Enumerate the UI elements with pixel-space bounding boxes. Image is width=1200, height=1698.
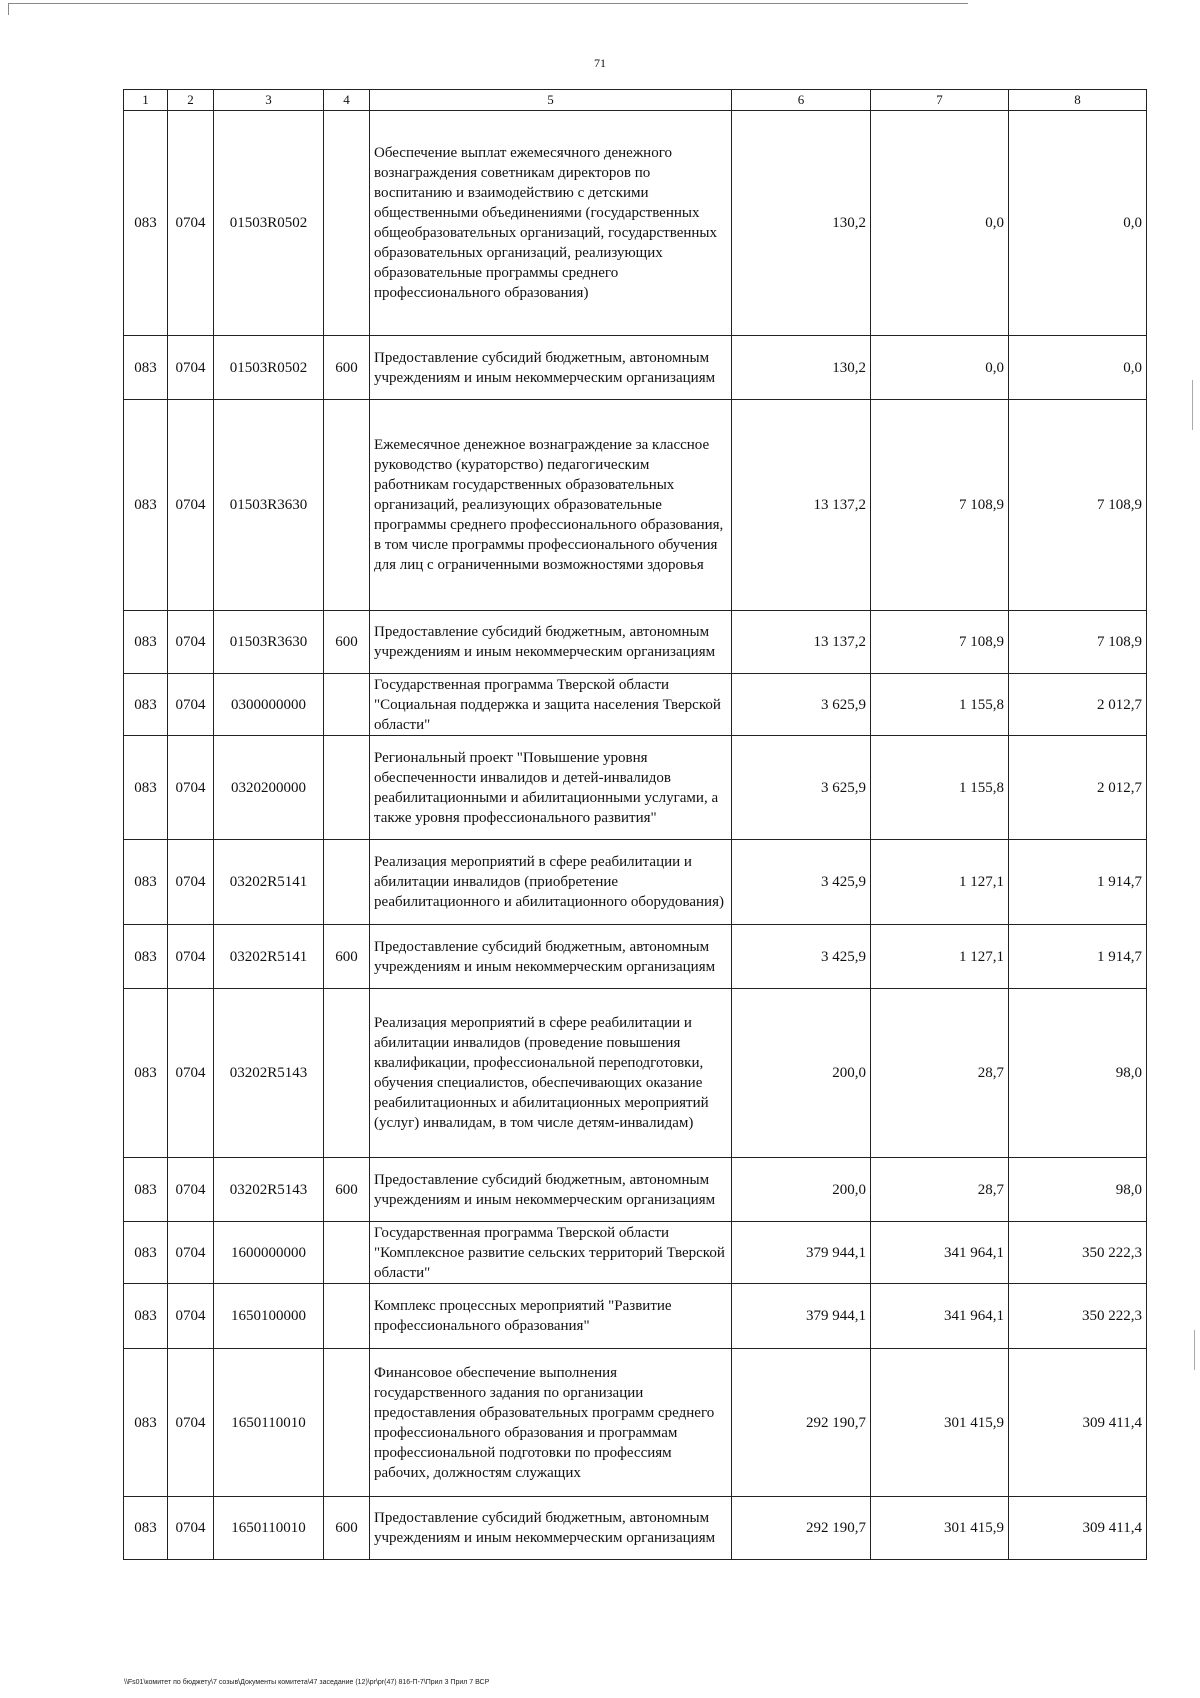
amount-col-8: 1 914,7 [1009, 925, 1147, 989]
section-code: 0704 [168, 611, 214, 674]
amount-col-8: 1 914,7 [1009, 840, 1147, 925]
amount-col-8: 350 222,3 [1009, 1222, 1147, 1284]
target-article-code: 03202R5143 [214, 989, 324, 1158]
expense-type-code [324, 1349, 370, 1497]
amount-col-7: 1 127,1 [871, 925, 1009, 989]
item-description: Реализация мероприятий в сфере реабилитации и абилитации инвалидов (приобретение реабилитационного и абилитационного оборудования) [370, 840, 732, 925]
amount-col-7: 28,7 [871, 989, 1009, 1158]
amount-col-6: 3 625,9 [732, 674, 871, 736]
item-description: Комплекс процессных мероприятий "Развитие профессионального образования" [370, 1284, 732, 1349]
target-article-code: 1600000000 [214, 1222, 324, 1284]
table-row [124, 1497, 1147, 1560]
amount-col-6: 3 425,9 [732, 840, 871, 925]
amount-col-7: 341 964,1 [871, 1284, 1009, 1349]
column-header: 5 [370, 90, 732, 111]
ministry-code: 083 [124, 674, 168, 736]
amount-col-8: 2 012,7 [1009, 674, 1147, 736]
amount-col-7: 301 415,9 [871, 1349, 1009, 1497]
header-row [124, 90, 1147, 111]
amount-col-7: 301 415,9 [871, 1497, 1009, 1560]
amount-col-6: 3 625,9 [732, 736, 871, 840]
column-header: 6 [732, 90, 871, 111]
expense-type-code [324, 989, 370, 1158]
amount-col-7: 0,0 [871, 111, 1009, 336]
section-code: 0704 [168, 111, 214, 336]
table-row [124, 674, 1147, 736]
amount-col-8: 309 411,4 [1009, 1349, 1147, 1497]
ministry-code: 083 [124, 1284, 168, 1349]
amount-col-7: 1 155,8 [871, 674, 1009, 736]
amount-col-7: 1 155,8 [871, 736, 1009, 840]
ministry-code: 083 [124, 611, 168, 674]
amount-col-8: 0,0 [1009, 111, 1147, 336]
scan-border-left [8, 3, 9, 15]
amount-col-7: 28,7 [871, 1158, 1009, 1222]
amount-col-8: 0,0 [1009, 336, 1147, 400]
item-description: Предоставление субсидий бюджетным, автономным учреждениям и иным некоммерческим организациям [370, 611, 732, 674]
target-article-code: 0300000000 [214, 674, 324, 736]
item-description: Государственная программа Тверской области "Социальная поддержка и защита населения Тверской области" [370, 674, 732, 736]
table-row [124, 1158, 1147, 1222]
table-row [124, 1222, 1147, 1284]
amount-col-8: 309 411,4 [1009, 1497, 1147, 1560]
item-description: Ежемесячное денежное вознаграждение за классное руководство (кураторство) педагогическим работникам государственных образовательных организаций, реализующих образовательные программы среднего профессионального образования, в том числе программы профессионального обучения для лиц с ограниченными возможностями здоровья [370, 400, 732, 611]
ministry-code: 083 [124, 111, 168, 336]
column-header: 8 [1009, 90, 1147, 111]
ministry-code: 083 [124, 336, 168, 400]
scan-margin-mark [1192, 380, 1193, 430]
amount-col-7: 7 108,9 [871, 611, 1009, 674]
amount-col-7: 1 127,1 [871, 840, 1009, 925]
section-code: 0704 [168, 1222, 214, 1284]
amount-col-8: 7 108,9 [1009, 611, 1147, 674]
table-row [124, 925, 1147, 989]
ministry-code: 083 [124, 1497, 168, 1560]
item-description: Обеспечение выплат ежемесячного денежного вознаграждения советникам директоров по воспитанию и взаимодействию с детскими общественными объединениями (государственных общеобразовательных организаций, государственных образовательных организаций, реализующих образовательные программы среднего профессионального образования) [370, 111, 732, 336]
target-article-code: 1650110010 [214, 1497, 324, 1560]
amount-col-8: 2 012,7 [1009, 736, 1147, 840]
table-row [124, 736, 1147, 840]
amount-col-6: 292 190,7 [732, 1349, 871, 1497]
expense-type-code: 600 [324, 336, 370, 400]
table-row [124, 1349, 1147, 1497]
target-article-code: 03202R5143 [214, 1158, 324, 1222]
expense-type-code [324, 1284, 370, 1349]
expense-type-code [324, 1222, 370, 1284]
ministry-code: 083 [124, 840, 168, 925]
amount-col-6: 130,2 [732, 336, 871, 400]
column-header: 7 [871, 90, 1009, 111]
amount-col-6: 130,2 [732, 111, 871, 336]
expense-type-code [324, 840, 370, 925]
section-code: 0704 [168, 336, 214, 400]
target-article-code: 01503R0502 [214, 336, 324, 400]
column-header: 3 [214, 90, 324, 111]
amount-col-6: 3 425,9 [732, 925, 871, 989]
amount-col-6: 292 190,7 [732, 1497, 871, 1560]
table-row [124, 111, 1147, 336]
ministry-code: 083 [124, 400, 168, 611]
ministry-code: 083 [124, 736, 168, 840]
section-code: 0704 [168, 1497, 214, 1560]
amount-col-7: 341 964,1 [871, 1222, 1009, 1284]
section-code: 0704 [168, 736, 214, 840]
item-description: Реализация мероприятий в сфере реабилитации и абилитации инвалидов (проведение повышения квалификации, профессиональной переподготовки, обучения специалистов, обеспечивающих оказание реабилитационных и абилитационных мероприятий (услуг) инвалидам, в том числе детям-инвалидам) [370, 989, 732, 1158]
table-row [124, 840, 1147, 925]
amount-col-6: 200,0 [732, 1158, 871, 1222]
item-description: Предоставление субсидий бюджетным, автономным учреждениям и иным некоммерческим организациям [370, 1158, 732, 1222]
section-code: 0704 [168, 1284, 214, 1349]
item-description: Предоставление субсидий бюджетным, автономным учреждениям и иным некоммерческим организациям [370, 1497, 732, 1560]
expense-type-code: 600 [324, 925, 370, 989]
column-header: 2 [168, 90, 214, 111]
ministry-code: 083 [124, 1158, 168, 1222]
amount-col-6: 379 944,1 [732, 1222, 871, 1284]
target-article-code: 0320200000 [214, 736, 324, 840]
target-article-code: 01503R3630 [214, 400, 324, 611]
amount-col-8: 350 222,3 [1009, 1284, 1147, 1349]
expense-type-code [324, 111, 370, 336]
ministry-code: 083 [124, 1349, 168, 1497]
amount-col-6: 13 137,2 [732, 400, 871, 611]
ministry-code: 083 [124, 989, 168, 1158]
amount-col-8: 7 108,9 [1009, 400, 1147, 611]
section-code: 0704 [168, 400, 214, 611]
section-code: 0704 [168, 1349, 214, 1497]
amount-col-7: 7 108,9 [871, 400, 1009, 611]
file-path-footer: \\Fs01\комитет по бюджету\7 созыв\Документы комитета\47 заседание (12)\pr\pr(47) 816-П-7\Прил 3 Прил 7 ВСР [124, 1679, 490, 1686]
section-code: 0704 [168, 840, 214, 925]
table-row [124, 336, 1147, 400]
amount-col-8: 98,0 [1009, 1158, 1147, 1222]
expense-type-code [324, 674, 370, 736]
ministry-code: 083 [124, 1222, 168, 1284]
scan-margin-mark [1194, 1330, 1195, 1370]
expense-type-code: 600 [324, 1158, 370, 1222]
target-article-code: 01503R3630 [214, 611, 324, 674]
amount-col-8: 98,0 [1009, 989, 1147, 1158]
section-code: 0704 [168, 1158, 214, 1222]
amount-col-6: 13 137,2 [732, 611, 871, 674]
expense-type-code: 600 [324, 611, 370, 674]
target-article-code: 01503R0502 [214, 111, 324, 336]
section-code: 0704 [168, 925, 214, 989]
budget-table [123, 89, 1147, 1560]
table-row [124, 400, 1147, 611]
item-description: Предоставление субсидий бюджетным, автономным учреждениям и иным некоммерческим организациям [370, 925, 732, 989]
ministry-code: 083 [124, 925, 168, 989]
table-row [124, 989, 1147, 1158]
scan-border-top [8, 3, 968, 4]
expense-type-code [324, 736, 370, 840]
amount-col-7: 0,0 [871, 336, 1009, 400]
item-description: Региональный проект "Повышение уровня обеспеченности инвалидов и детей-инвалидов реабилитационными и абилитационными услугами, а также уровня профессионального развития" [370, 736, 732, 840]
item-description: Финансовое обеспечение выполнения государственного задания по организации предоставления образовательных программ среднего профессионального образования и программам профессиональной подготовки по профессиям рабочих, должностям служащих [370, 1349, 732, 1497]
table-row [124, 611, 1147, 674]
item-description: Государственная программа Тверской области "Комплексное развитие сельских территорий Тверской области" [370, 1222, 732, 1284]
table-row [124, 1284, 1147, 1349]
expense-type-code: 600 [324, 1497, 370, 1560]
column-header: 1 [124, 90, 168, 111]
page-number: 71 [594, 56, 606, 70]
target-article-code: 03202R5141 [214, 925, 324, 989]
item-description: Предоставление субсидий бюджетным, автономным учреждениям и иным некоммерческим организациям [370, 336, 732, 400]
column-header: 4 [324, 90, 370, 111]
amount-col-6: 200,0 [732, 989, 871, 1158]
amount-col-6: 379 944,1 [732, 1284, 871, 1349]
section-code: 0704 [168, 989, 214, 1158]
target-article-code: 03202R5141 [214, 840, 324, 925]
section-code: 0704 [168, 674, 214, 736]
expense-type-code [324, 400, 370, 611]
target-article-code: 1650100000 [214, 1284, 324, 1349]
target-article-code: 1650110010 [214, 1349, 324, 1497]
